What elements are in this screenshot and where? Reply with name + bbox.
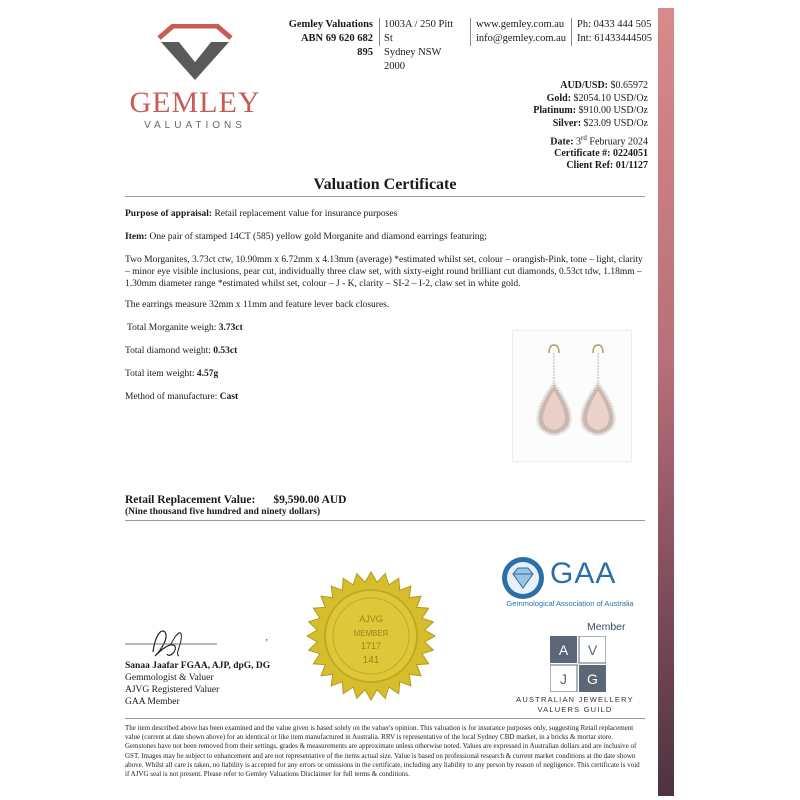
- header-divider: [379, 18, 380, 46]
- signer-name: Sanaa Jaafar FGAA, AJP, dpG, DG: [125, 661, 271, 671]
- item-weight: Total item weight: 4.57g: [125, 369, 219, 379]
- morganite-weight: Total Morganite weigh: 3.73ct: [127, 323, 243, 333]
- manufacture-method: Method of manufacture: Cast: [125, 392, 239, 402]
- gaa-subtitle: Gemmological Association of Australia: [506, 599, 634, 608]
- company-abn: ABN 69 620 682 895: [300, 33, 373, 58]
- svg-text:’: ’: [265, 638, 269, 649]
- metal-rates: [448, 80, 648, 130]
- email-link[interactable]: info@gemley.com.au: [476, 33, 567, 44]
- company-name: Gemley Valuations: [288, 19, 373, 30]
- seal-text: 141: [362, 655, 380, 666]
- address-line1: 1003A / 250 Pitt St: [384, 19, 454, 44]
- gaa-title: GAA: [550, 557, 617, 590]
- certificate-date: Date: 3rd February 2024: [550, 134, 648, 148]
- signer-role: GAA Member: [125, 697, 180, 707]
- client-reference: Client Ref: 01/1127: [566, 160, 648, 172]
- signer-role: AJVG Registered Valuer: [125, 685, 220, 695]
- header-phone: [577, 18, 655, 46]
- value-in-words: (Nine thousand five hundred and ninety dollars): [125, 507, 321, 517]
- title-divider: [125, 196, 645, 197]
- disclaimer-text: The item described above has been examined and the value given is based solely on the valuer's opinion. This valuation is for insurance purposes only, suggesting Retail replacement value (current at date shown above) for an identical or like item manufactured in Australia. RRV is representative of the local Sydney CBD market, in a bricks & mortar store. Gemstones have not been removed from their settings, grades & measurements are approximate unless otherwise noted. Values are expressed in Australian dollars and are inclusive of GST. Images may be subject to enhancement and are not representative of the items actual size. Value is based on professional research & current market conditions at the date shown above. Whilst all care is taken, no liability is accepted for any errors or omissions in the certificate, including any liability to any person by reason of negligence. This certificate is void if AJVG seal is not present. Please refer to Gemley Valuations Disclaimer for full terms & conditions.: [125, 724, 640, 779]
- measurement-line: The earrings measure 32mm x 11mm and feature lever back closures.: [125, 300, 390, 310]
- header-divider: [571, 18, 572, 46]
- logo-wordmark: GEMLEY: [129, 86, 261, 119]
- value-divider: [125, 520, 645, 521]
- rate-gold: Gold: $2054.10 USD/Oz: [546, 92, 648, 104]
- header-divider: [470, 18, 471, 46]
- valuer-signature: [125, 622, 275, 662]
- rate-aud-usd: AUD/USD: $0.65972: [560, 80, 648, 91]
- website-link[interactable]: www.gemley.com.au: [476, 19, 565, 30]
- svg-text:V: V: [587, 642, 598, 658]
- decorative-side-bar: [658, 8, 674, 796]
- ajvg-gold-seal: [305, 570, 437, 702]
- intl-phone-number[interactable]: Int: 61433444505: [577, 33, 652, 44]
- ajvg-logo: [550, 636, 606, 692]
- svg-text:J: J: [560, 671, 567, 687]
- member-label: Member: [587, 621, 626, 633]
- address-line2: Sydney NSW 2000: [384, 47, 442, 72]
- item-description: Two Morganites, 3.73ct ctw, 10.90mm x 6.72mm x 4.13mm (average) *estimated whilst set, colour – orangish-Pink, tone – light, clarity – minor eye visible inclusions, pear cut, individually three claw set, with sixty-eight round brilliant cut diamonds, 0.53ct tdw, 1.18mm – 1.30mm diameter range *estimated whilst set, colour – J - K, clarity – SI-2 – I-2, claw set in white gold.: [125, 255, 643, 289]
- header-address: [384, 18, 464, 74]
- seal-text: MEMBER: [353, 629, 389, 638]
- diamond-weight: Total diamond weight: 0.53ct: [125, 346, 238, 356]
- value-amount: $9,590.00 AUD: [273, 494, 347, 506]
- gemley-logo: [125, 24, 265, 131]
- phone-number[interactable]: Ph: 0433 444 505: [577, 19, 652, 30]
- certificate-number: Certificate #: 0224051: [554, 148, 648, 160]
- signer-role: Gemmologist & Valuer: [125, 673, 214, 683]
- item-line: Item: One pair of stamped 14CT (585) yellow gold Morganite and diamond earrings featuring;: [125, 232, 487, 242]
- rate-silver: Silver: $23.09 USD/Oz: [552, 117, 648, 129]
- signer-block: [125, 660, 270, 708]
- rate-platinum: Platinum: $910.00 USD/Oz: [533, 105, 648, 116]
- header-web: [476, 18, 568, 46]
- seal-text: 1717: [360, 641, 382, 651]
- diamond-logo-icon: [153, 24, 237, 82]
- certificate-meta: [448, 132, 648, 172]
- purpose-line: Purpose of appraisal: Retail replacement value for insurance purposes: [125, 209, 398, 219]
- seal-text: AJVG: [359, 614, 383, 624]
- svg-text:A: A: [558, 642, 569, 658]
- gaa-emblem-icon: [500, 555, 546, 601]
- logo-subtitle: VALUATIONS: [144, 120, 246, 131]
- ajvg-name-line1: AUSTRALIAN JEWELLERY: [516, 695, 634, 704]
- ajvg-name-line2: VALUERS GUILD: [537, 705, 613, 714]
- retail-replacement-value: Retail Replacement Value: $9,590.00 AUD: [125, 494, 347, 506]
- page-title: Valuation Certificate: [313, 176, 457, 193]
- disclaimer-divider: [125, 718, 645, 719]
- header-company: [285, 18, 373, 60]
- earrings-photo: [512, 330, 632, 462]
- svg-text:G: G: [587, 671, 598, 687]
